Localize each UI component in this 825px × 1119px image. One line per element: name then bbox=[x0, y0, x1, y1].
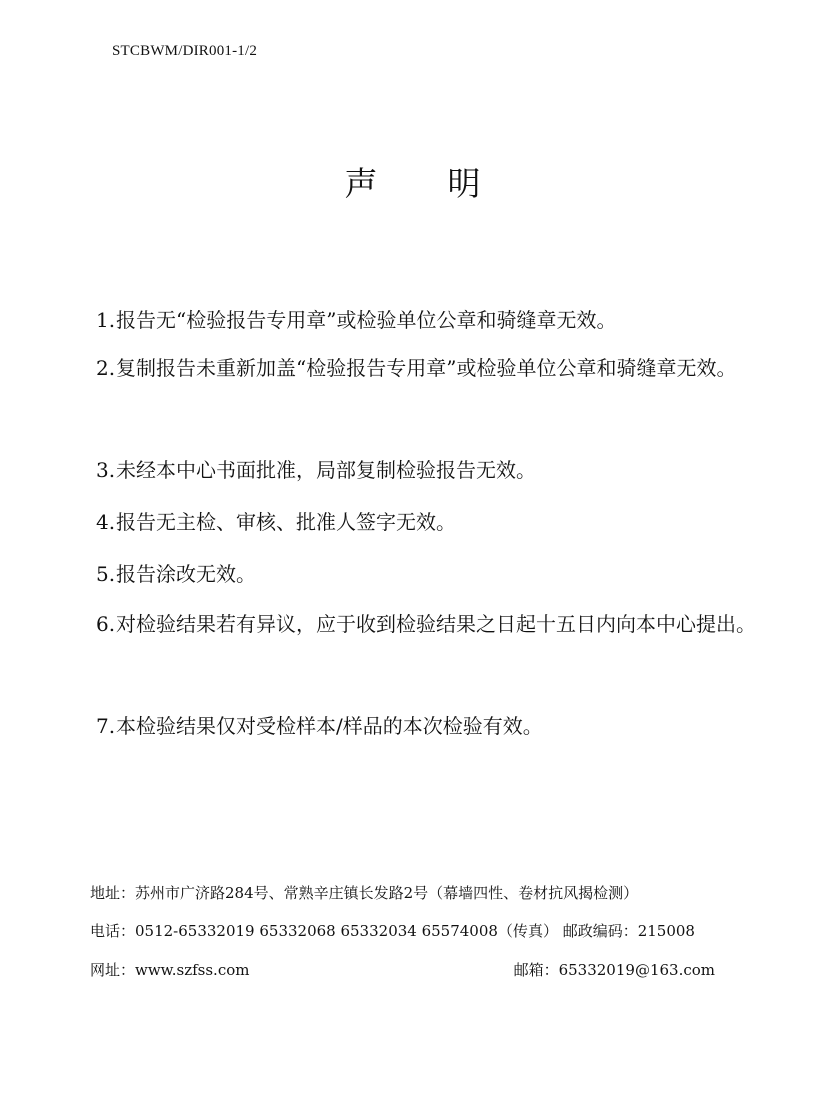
item-text: 报告涂改无效。 bbox=[116, 562, 256, 586]
item-text: 对检验结果若有异议，应于收到检验结果之日起十五日内向本中心提出。 bbox=[116, 612, 756, 636]
item-text: 复制报告未重新加盖“检验报告专用章”或检验单位公章和骑缝章无效。 bbox=[116, 356, 737, 380]
document-code: STCBWM/DIR001-1/2 bbox=[112, 43, 258, 59]
item-number: 6. bbox=[96, 612, 116, 636]
item-number: 7. bbox=[96, 714, 116, 738]
statement-item-3 bbox=[96, 450, 756, 490]
footer-address: 地址：苏州市广济路284号、常熟辛庄镇长发路2号（幕墙四性、卷材抗风揭检测） bbox=[90, 884, 639, 902]
statement-item-6 bbox=[96, 604, 756, 644]
footer-email[interactable]: 邮箱：65332019@163.com bbox=[513, 961, 715, 979]
statement-item-5 bbox=[96, 554, 756, 594]
item-number: 3. bbox=[96, 458, 116, 482]
footer-website[interactable]: 网址：www.szfss.com bbox=[90, 961, 250, 979]
page-title bbox=[0, 158, 825, 205]
item-text: 本检验结果仅对受检样本/样品的本次检验有效。 bbox=[116, 714, 543, 738]
title-char-2: 明 bbox=[447, 164, 481, 203]
item-text: 报告无“检验报告专用章”或检验单位公章和骑缝章无效。 bbox=[116, 308, 617, 332]
item-text: 报告无主检、审核、批准人签字无效。 bbox=[116, 510, 456, 534]
statement-item-4 bbox=[96, 502, 756, 542]
item-number: 1. bbox=[96, 308, 116, 332]
item-number: 2. bbox=[96, 356, 116, 380]
statement-item-1 bbox=[96, 300, 756, 340]
title-char-1: 声 bbox=[344, 164, 378, 203]
item-number: 5. bbox=[96, 562, 116, 586]
statement-item-7 bbox=[96, 706, 756, 746]
item-text: 未经本中心书面批准，局部复制检验报告无效。 bbox=[116, 458, 536, 482]
footer-contact-row bbox=[90, 959, 715, 980]
item-number: 4. bbox=[96, 510, 116, 534]
footer-phone: 电话：0512-65332019 65332068 65332034 65574008（传真） 邮政编码：215008 bbox=[90, 922, 695, 940]
statement-item-2 bbox=[96, 348, 756, 388]
